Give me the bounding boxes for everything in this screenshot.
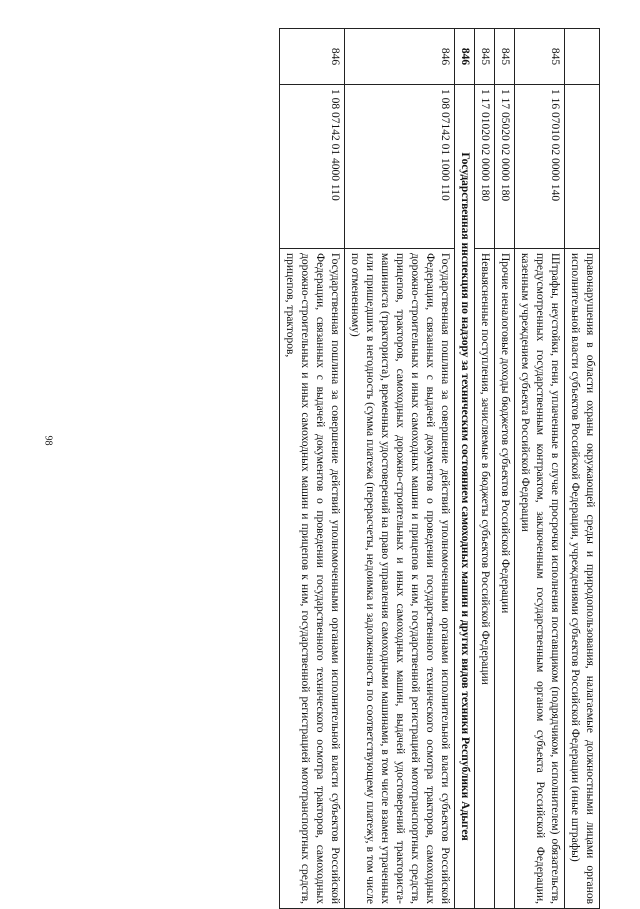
agency-heading: Государственная инспекция по надзору за техническим состоянием самоходных машин и других видов техники Республики Адыгея [455,85,475,909]
table-row [280,29,345,909]
description-cell: Штрафы, неустойки, пени, уплаченные в случае просрочки исполнения поставщиком (подрядчиком, исполнителем) обязательств, предусмотренных государственным контрактом, заключенным государственным органом субъекта Российской Федерации, казенным учреждением субъекта Российской Федерации [515,249,565,909]
admin-code-cell: 845 [515,29,565,85]
kbk-cell: 1 17 01020 02 0000 180 [475,85,495,249]
agency-heading-row [455,29,475,909]
description-cell: Государственная пошлина за совершение действий уполномоченными органами исполнительной власти субъектов Российской Федерации, связанных с выдачей документов о проведении государственного технического осмотра тракторов, самоходных дорожно-строительных и иных самоходных машин и прицепов к ним, государственной регистрацией мототранспортных средств, прицепов, тракторов, [280,249,345,909]
description-cell: Государственная пошлина за совершение действий уполномоченными органами исполнительной власти субъектов Российской Федерации, связанных с выдачей документов о проведении государственного технического осмотра тракторов, самоходных дорожно-строительных и иных самоходных машин и прицепов к ним, государственной регистрацией мототранспортных средств, прицепов, тракторов, самоходных дорожно-строительных и иных самоходных машин, выдачей удостоверений тракториста-машиниста (тракториста), временных удостоверений на право управления самоходными машинами, в том числе взамен утраченных или пришедших в негодность (сумма платежа (перерасчеты, недоимка и задолженность по соответствующему платежу, в том числе по отмененному) [345,249,455,909]
table-row [515,29,565,909]
admin-code-cell: 846 [455,29,475,85]
admin-code-cell: 846 [280,29,345,85]
kbk-cell: 1 08 07142 01 1000 110 [345,85,455,249]
admin-code-cell: 845 [475,29,495,85]
rotated-page [72,28,600,908]
admin-code-cell: 846 [345,29,455,85]
admin-code-cell: 845 [495,29,515,85]
kbk-cell: 1 16 07010 02 0000 140 [515,85,565,249]
description-cell: правонарушения в области охраны окружающей среды и природопользования, налагаемые должностными лицами органов исполнительной власти субъектов Российской Федерации, учреждениями субъектов Российской Федерации (иные штрафы) [565,249,600,909]
table-row [565,29,600,909]
table-row [475,29,495,909]
admin-code-cell [565,29,600,85]
table-row [495,29,515,909]
page-number: 98 [42,435,54,446]
table-row [345,29,455,909]
kbk-cell [565,85,600,249]
kbk-cell: 1 17 05020 02 0000 180 [495,85,515,249]
description-cell: Прочие неналоговые доходы бюджетов субъектов Российской Федерации [495,249,515,909]
description-cell: Невыясненные поступления, зачисляемые в бюджеты субъектов Российской Федерации [475,249,495,909]
revenue-codes-table [279,28,600,909]
kbk-cell: 1 08 07142 01 4000 110 [280,85,345,249]
